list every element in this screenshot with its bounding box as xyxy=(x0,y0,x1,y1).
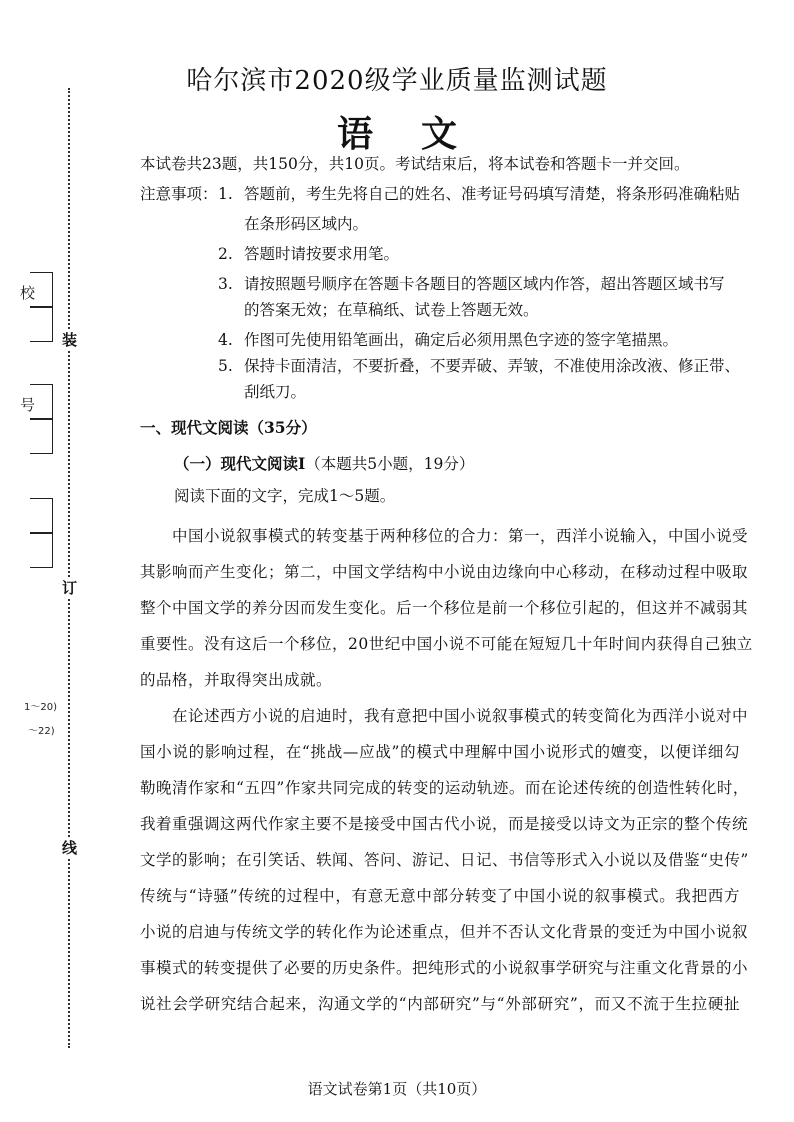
note-item xyxy=(218,354,740,376)
side-label-number: 号 xyxy=(20,396,36,414)
passage-line: 在论述西方小说的启迪时，我有意把中国小说叙事模式的转变简化为西洋小说对中 xyxy=(172,707,749,725)
note-item xyxy=(218,182,740,204)
side-field-box xyxy=(30,532,53,568)
note-continuation: 刮纸刀。 xyxy=(244,383,307,401)
passage-line: 的品格，并取得突出成就。 xyxy=(140,671,333,689)
passage-line: 传统与“诗骚”传统的过程中，有意无意中部分转变了中国小说的叙事模式。我把西方 xyxy=(140,887,740,905)
passage-line: 中国小说叙事模式的转变基于两种移位的合力：第一，西洋小说输入，中国小说受 xyxy=(172,527,749,545)
passage-line: 国小说的影响过程，在“挑战—应战”的模式中理解中国小说形式的嬗变，以便详细勾 xyxy=(140,743,740,761)
note-number: 2. xyxy=(218,245,233,263)
binding-dotted-line xyxy=(68,88,70,1048)
passage-line: 文学的影响；在引笑话、轶闻、答问、游记、日记、书信等形式入小说以及借鉴“史传” xyxy=(140,851,749,869)
subject-title: 语文 xyxy=(336,113,505,155)
note-number: 5. xyxy=(218,357,233,375)
note-item xyxy=(218,328,678,350)
note-continuation: 在条形码区域内。 xyxy=(244,215,369,233)
note-text: 答题时请按要求用笔。 xyxy=(244,245,400,263)
notes-label: 注意事项： xyxy=(140,185,218,203)
note-item xyxy=(218,272,725,294)
side-field-box xyxy=(30,306,53,342)
subsection-title xyxy=(174,452,474,474)
reading-instruction: 阅读下面的文字，完成1～5题。 xyxy=(174,487,396,505)
side-label-school: 校 xyxy=(20,284,36,302)
subsection-label: （一）现代文阅读Ⅰ xyxy=(174,454,306,473)
side-field-box xyxy=(30,418,53,454)
note-text: 答题前，考生先将自己的姓名、准考证号码填写清楚，将条形码准确粘贴 xyxy=(244,185,741,203)
note-text: 作图可先使用铅笔画出，确定后必须用黑色字迹的签字笔描黑。 xyxy=(244,331,679,349)
note-number: 1. xyxy=(218,185,233,203)
passage-line: 其影响而产生变化；第二，中国文学结构中小说由边缘向中心移动，在移动过程中吸取 xyxy=(140,563,749,581)
passage-line: 我着重强调这两代作家主要不是接受中国古代小说，而是接受以诗文为正宗的整个传统 xyxy=(140,815,749,833)
passage-line: 整个中国文学的养分因而发生变化。后一个移位是前一个移位引起的，但这并不减弱其 xyxy=(140,599,749,617)
side-range-label: ～22) xyxy=(28,726,55,737)
note-text: 请按照题号顺序在答题卡各题目的答题区域内作答，超出答题区域书写 xyxy=(244,275,725,293)
passage-line: 勒晚清作家和“五四”作家共同完成的转变的运动轨迹。而在论述传统的创造性转化时， xyxy=(140,779,749,797)
section-title: 一、现代文阅读（35分） xyxy=(140,418,317,437)
subsection-detail: （本题共5小题，19分） xyxy=(305,455,475,473)
side-field-box xyxy=(30,498,53,534)
note-number: 4. xyxy=(218,331,233,349)
passage-line: 小说的启迪与传统文学的转化作为论述重点，但并不否认文化背景的变迁为中国小说叙 xyxy=(140,923,749,941)
side-range-label: 1～20) xyxy=(24,702,57,713)
note-text: 保持卡面清洁，不要折叠，不要弄破、弄皱，不准使用涂改液、修正带、 xyxy=(244,357,741,375)
exam-title: 哈尔滨市2020级学业质量监测试题 xyxy=(186,66,608,96)
note-continuation: 的答案无效；在草稿纸、试卷上答题无效。 xyxy=(244,301,539,319)
exam-intro: 本试卷共23题，共150分，共10页。考试结束后，将本试卷和答题卡一并交回。 xyxy=(140,155,690,173)
passage-line: 说社会学研究结合起来，沟通文学的“内部研究”与“外部研究”，而又不流于生拉硬扯 xyxy=(140,995,740,1013)
passage-line: 事模式的转变提供了必要的历史条件。把纯形式的小说叙事学研究与注重文化背景的小 xyxy=(140,959,749,977)
passage-line: 重要性。没有这后一个移位，20世纪中国小说不可能在短短几十年时间内获得自己独立 xyxy=(140,635,753,653)
binding-char-xian: 线 xyxy=(62,839,78,857)
page-footer: 语文试卷第1页（共10页） xyxy=(307,1080,487,1098)
note-item xyxy=(218,242,399,264)
note-number: 3. xyxy=(218,275,233,293)
binding-char-ding: 订 xyxy=(62,579,78,597)
binding-char-zhuang: 装 xyxy=(62,331,78,349)
